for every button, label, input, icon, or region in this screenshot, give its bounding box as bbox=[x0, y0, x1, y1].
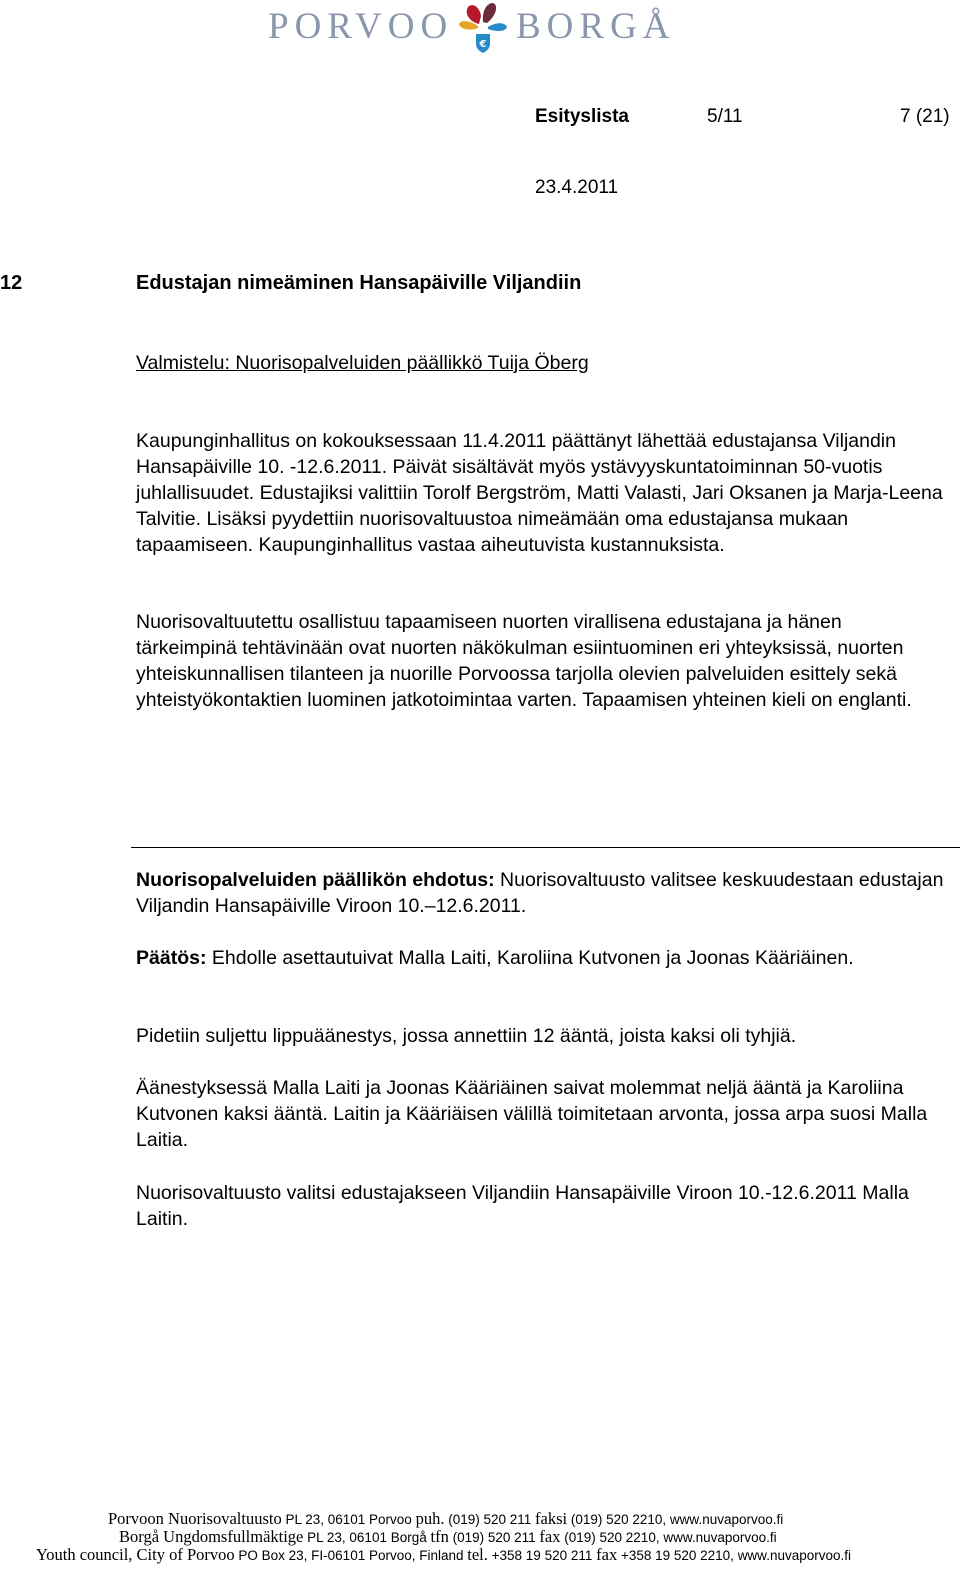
footer-line-en bbox=[36, 1546, 851, 1565]
footer-fax-label: fax bbox=[539, 1527, 561, 1546]
city-emblem-icon bbox=[452, 0, 514, 56]
section-divider bbox=[131, 847, 960, 848]
footer-phone-label: puh. bbox=[415, 1509, 445, 1528]
decision-label: Päätös: bbox=[136, 947, 207, 969]
logo-text-porvoo: PORVOO bbox=[268, 6, 454, 47]
document-date: 23.4.2011 bbox=[535, 177, 619, 198]
footer-phone-label: tel. bbox=[467, 1545, 488, 1564]
proposal-paragraph bbox=[136, 867, 946, 919]
decision-text: Ehdolle asettautuivat Malla Laiti, Karoliina Kutvonen ja Joonas Kääriäinen. bbox=[206, 947, 854, 969]
emblem-plum-petal bbox=[483, 3, 496, 23]
preparation-line: Valmistelu: Nuorisopalveluiden päällikkö Tuija Öberg bbox=[136, 352, 589, 374]
decision-paragraph bbox=[136, 945, 946, 971]
document-title: Esityslista bbox=[535, 106, 629, 127]
emblem-red-petal bbox=[467, 5, 481, 24]
footer-org: Porvoon Nuorisovaltuusto bbox=[108, 1509, 282, 1528]
footer-address: PL 23, 06101 Borgå bbox=[303, 1530, 431, 1545]
proposal-label: Nuorisopalveluiden päällikön ehdotus: bbox=[136, 869, 495, 891]
footer-fax-label: fax bbox=[596, 1545, 618, 1564]
footer-fax: (019) 520 2210, www.nuvaporvoo.fi bbox=[567, 1512, 784, 1527]
final-decision-paragraph: Nuorisovaltuusto valitsi edustajakseen Viljandiin Hansapäiville Viroon 10.-12.6.2011 Malla Laitin. bbox=[136, 1182, 909, 1230]
role-paragraph: Nuorisovaltuutettu osallistuu tapaamiseen nuorten virallisena edustajana ja hänen tärkeimpinä tehtävinään ovat nuorten näkökulman esiintuominen eri yhteyksissä, nuorten yhteiskunnallisen tilanteen ja nuorille Porvoossa tarjolla olevien palveluiden esittely sekä yhteistyökontaktien luominen jatkotoimintaa varten. Tapaamisen yhteinen kieli on englanti. bbox=[136, 611, 912, 711]
item-title: Edustajan nimeäminen Hansapäiville Viljandiin bbox=[136, 272, 582, 294]
footer-phone: +358 19 520 211 bbox=[487, 1548, 597, 1563]
footer-address: PL 23, 06101 Porvoo bbox=[281, 1512, 416, 1527]
footer-org: Borgå Ungdomsfullmäktige bbox=[119, 1527, 304, 1546]
svg-text:€: € bbox=[479, 39, 487, 50]
vote-result-paragraph: Äänestyksessä Malla Laiti ja Joonas Kääriäinen saivat molemmat neljä ääntä ja Karoliina Kutvonen kaksi ääntä. Laitin ja Kääriäisen välillä toimitetaan arvonta, jossa arpa suosi Malla Laitia. bbox=[136, 1077, 928, 1151]
footer-fax: (019) 520 2210, www.nuvaporvoo.fi bbox=[560, 1530, 777, 1545]
item-number: 12 bbox=[0, 272, 23, 294]
proposal-text: Nuorisovaltuusto valitsee keskuudestaan edustajan Viljandin Hansapäiville Viroon 10.–12.6.2011. bbox=[136, 869, 944, 917]
background-paragraph: Kaupunginhallitus on kokouksessaan 11.4.2011 päättänyt lähettää edustajansa Viljandin Hansapäiville 10. -12.6.2011. Päivät sisältävät myös ystävyyskuntatoiminnan 50-vuotis juhlallisuudet. Edustajiksi valittiin Torolf Bergström, Matti Valasti, Jari Oksanen ja Marja-Leena Talvitie. Lisäksi pyydettiin nuorisovaltuustoa nimeämään oma edustajansa mukaan tapaamiseen. Kaupunginhallitus vastaa aiheutuvista kustannuksista. bbox=[136, 430, 943, 556]
emblem-blue-petal bbox=[488, 23, 507, 31]
footer-phone: (019) 520 211 bbox=[448, 1530, 540, 1545]
logo-text-borga: BORGÅ bbox=[516, 6, 676, 47]
footer-fax-label: faksi bbox=[535, 1509, 568, 1528]
footer-phone: (019) 520 211 bbox=[444, 1512, 536, 1527]
footer-fax: +358 19 520 2210, www.nuvaporvoo.fi bbox=[617, 1548, 851, 1563]
footer-phone-label: tfn bbox=[430, 1527, 449, 1546]
vote-paragraph: Pidetiin suljettu lippuäänestys, jossa annettiin 12 ääntä, joista kaksi oli tyhjiä. bbox=[136, 1025, 797, 1047]
page-count: 7 (21) bbox=[900, 106, 950, 127]
page-reference: 5/11 bbox=[707, 106, 743, 127]
footer-address: PO Box 23, FI-06101 Porvoo, Finland bbox=[234, 1548, 468, 1563]
footer-org: Youth council, City of Porvoo bbox=[36, 1545, 235, 1564]
